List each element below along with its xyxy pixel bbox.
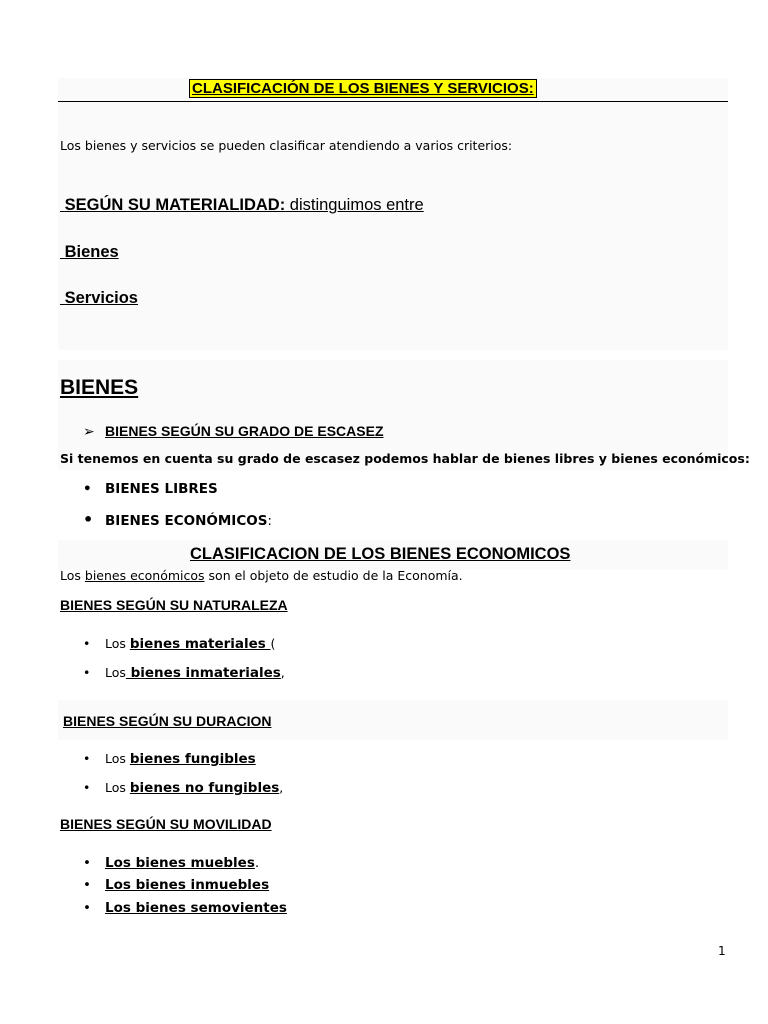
bullet-icon: • xyxy=(83,900,91,916)
page-number: 1 xyxy=(718,944,726,958)
bullet-icon: • xyxy=(83,780,91,795)
duracion-heading: BIENES SEGÚN SU DURACION xyxy=(63,713,272,729)
duracion-item-no-fungibles: • Los bienes no fungibles, xyxy=(83,780,284,796)
bullet-icon: • xyxy=(83,751,91,766)
escasez-heading: ➢ BIENES SEGÚN SU GRADO DE ESCASEZ xyxy=(83,423,384,439)
bullet-icon: • xyxy=(83,481,92,497)
movilidad-item-semovientes: • Los bienes semovientes xyxy=(83,900,287,916)
economicos-heading: CLASIFICACION DE LOS BIENES ECONOMICOS xyxy=(190,545,571,563)
movilidad-item-muebles: • Los bienes muebles. xyxy=(83,855,260,871)
document-title: CLASIFICACIÓN DE LOS BIENES Y SERVICIOS: xyxy=(192,80,534,97)
bullet-icon: • xyxy=(83,877,91,893)
escasez-item-economicos: • BIENES ECONÓMICOS: xyxy=(83,510,272,529)
materialidad-item-servicios: Servicios xyxy=(64,289,138,307)
bullet-icon: • xyxy=(83,510,94,529)
economicos-text: Los bienes económicos son el objeto de estudio de la Economía. xyxy=(60,568,463,583)
naturaleza-heading: BIENES SEGÚN SU NATURALEZA xyxy=(60,597,288,613)
naturaleza-item-inmateriales: • Los bienes inmateriales, xyxy=(83,665,285,681)
bullet-icon: • xyxy=(83,855,91,871)
bullet-icon: • xyxy=(83,636,91,651)
intro-text: Los bienes y servicios se pueden clasificar atendiendo a varios criterios: xyxy=(60,138,513,153)
bullet-icon: • xyxy=(83,665,91,680)
bienes-heading: BIENES xyxy=(60,376,139,399)
escasez-item-libres: • BIENES LIBRES xyxy=(83,481,218,497)
arrow-bullet-icon: ➢ xyxy=(83,423,95,439)
materialidad-heading: SEGÚN SU MATERIALIDAD: distinguimos entre xyxy=(64,196,424,214)
movilidad-item-inmuebles: • Los bienes inmuebles xyxy=(83,877,270,893)
movilidad-heading: BIENES SEGÚN SU MOVILIDAD xyxy=(60,816,272,832)
materialidad-item-bienes: Bienes xyxy=(64,243,119,261)
naturaleza-item-materiales: • Los bienes materiales ( xyxy=(83,636,276,652)
escasez-text: Si tenemos en cuenta su grado de escasez podemos hablar de bienes libres y bienes económicos: xyxy=(60,451,750,466)
title-underline xyxy=(58,101,728,102)
duracion-item-fungibles: • Los bienes fungibles xyxy=(83,751,256,767)
